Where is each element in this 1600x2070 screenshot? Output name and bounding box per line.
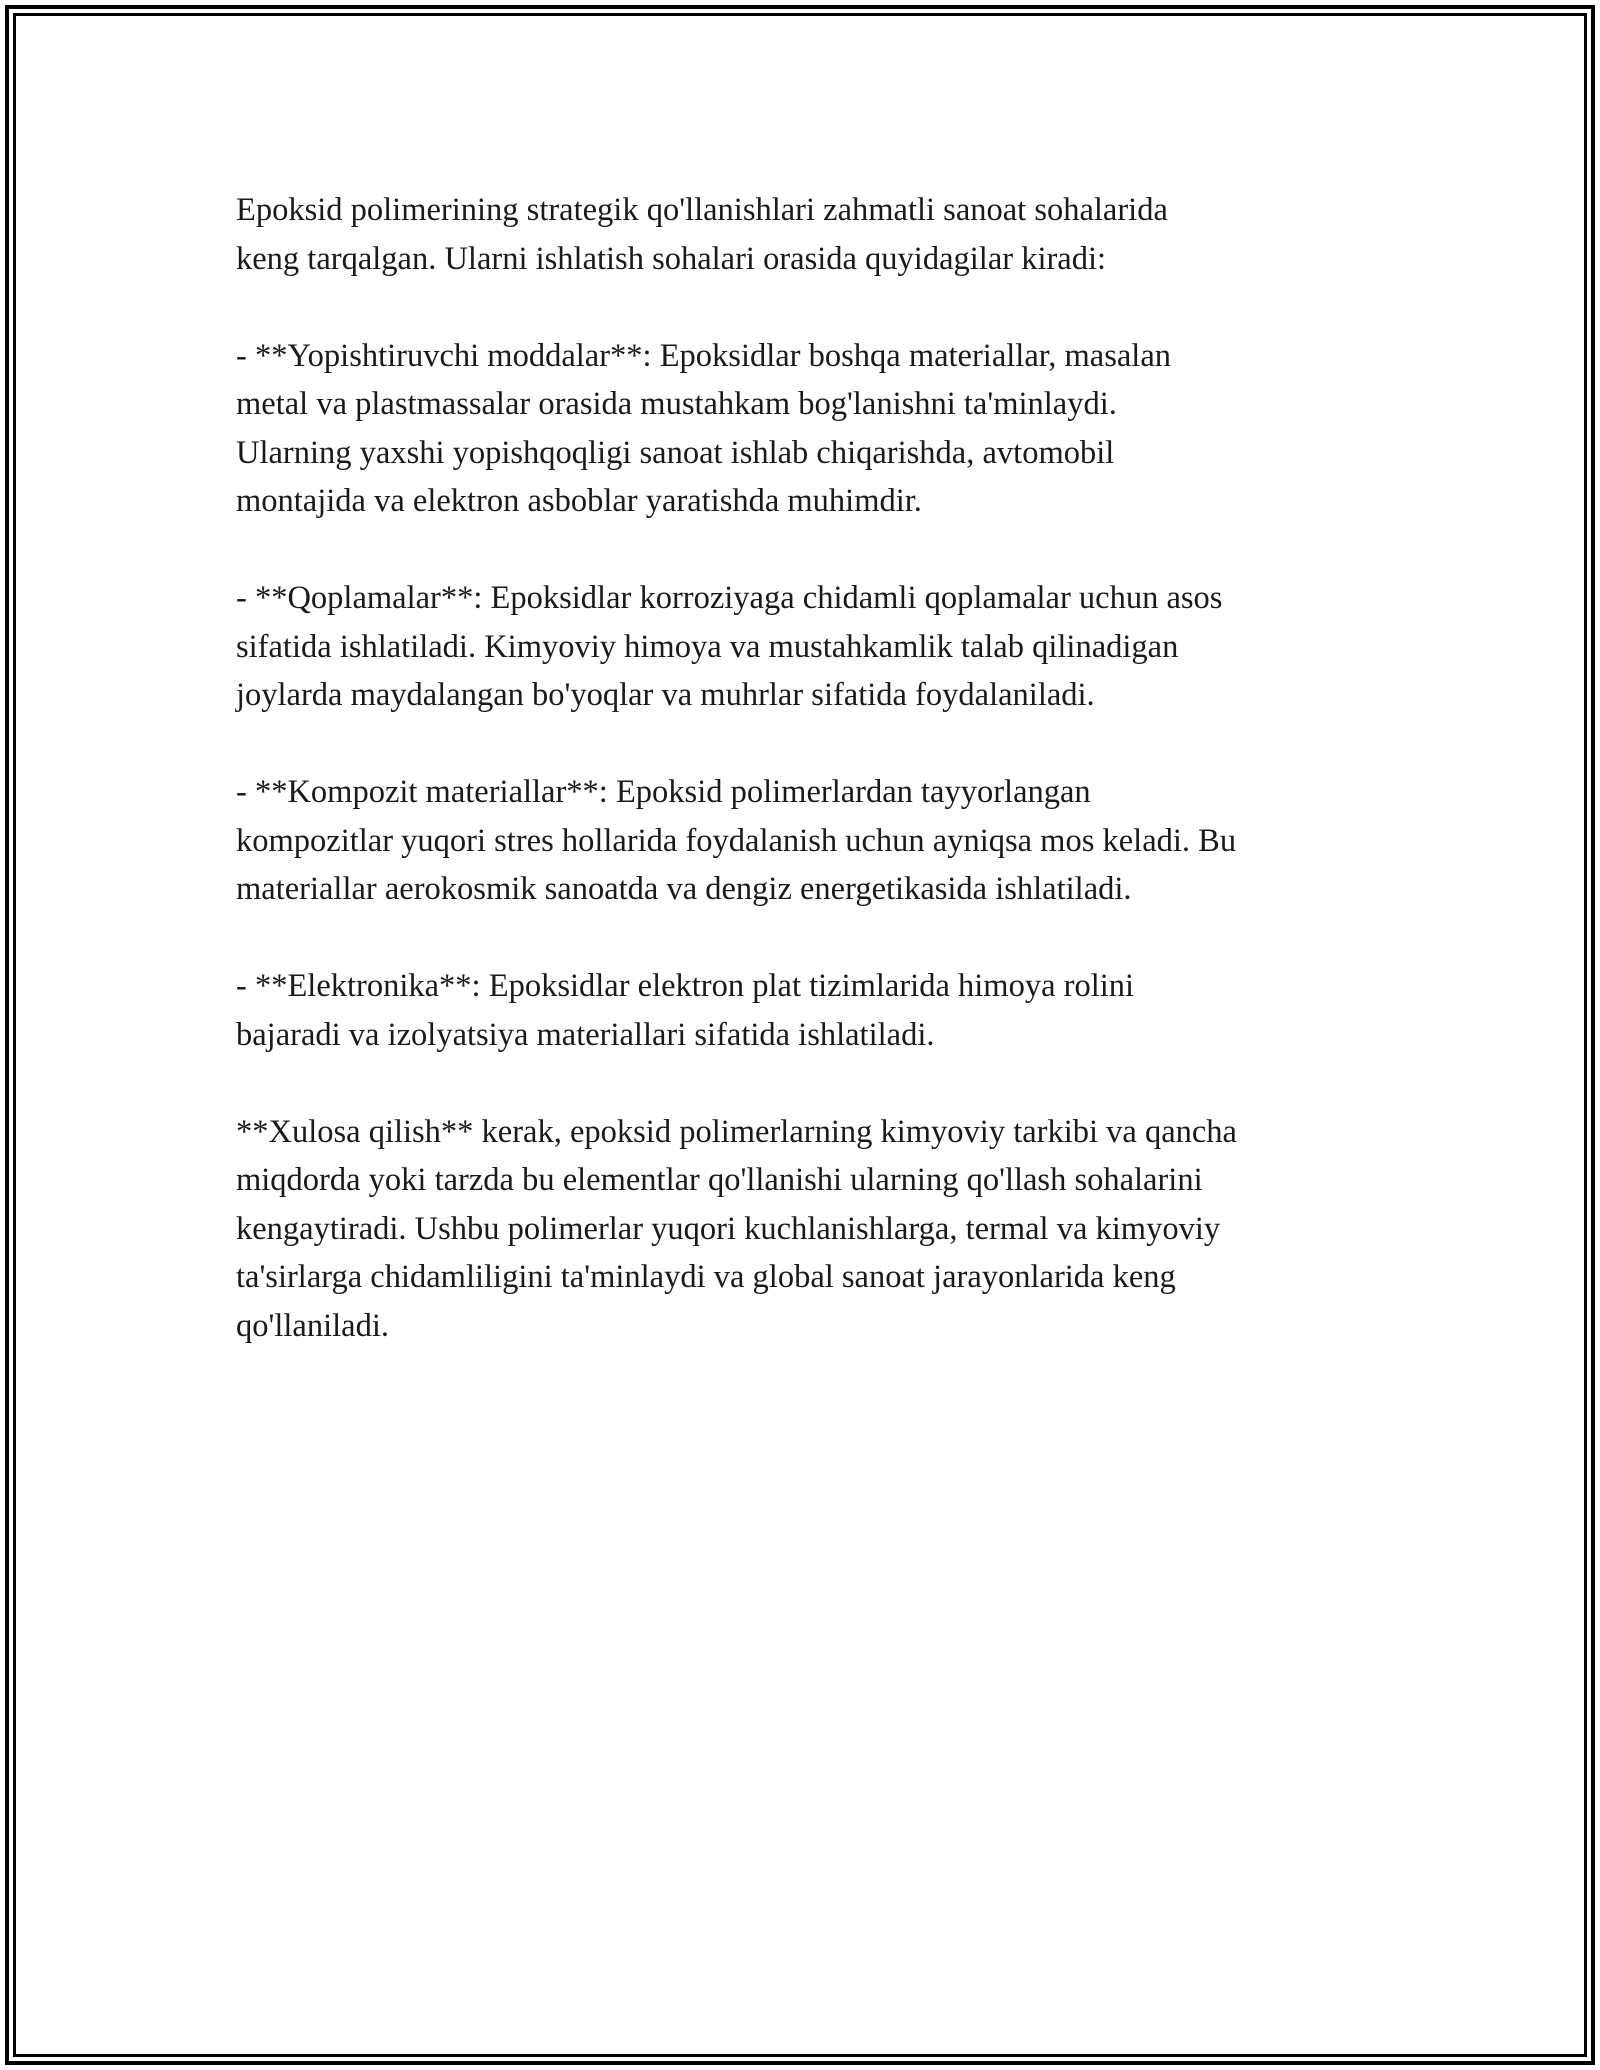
conclusion-paragraph: **Xulosa qilish** kerak, epoksid polimerlarning kimyoviy tarkibi va qancha miqdorda yoki tarzda bu elementlar qo'llanishi ularning qo'llash sohalarini kengaytiradi. Ushbu polimerlar yuqori kuchlanishlarga, termal va kimyoviy ta'sirlarga chidamliligini ta'minlaydi va global sanoat jarayonlarida keng qo'llaniladi. (236, 1113, 1237, 1344)
composites-paragraph: - **Kompozit materiallar**: Epoksid polimerlardan tayyorlangan kompozitlar yuqori stres hollarida foydalanish uchun ayniqsa mos keladi. Bu materiallar aerokosmik sanoatda va dengiz energetikasida ishlatiladi. (236, 774, 1237, 907)
electronics-paragraph: - **Elektronika**: Epoksidlar elektron plat tizimlarida himoya rolini bajaradi va izolyatsiya materiallari sifatida ishlatiladi. (236, 968, 1135, 1053)
coatings-paragraph: - **Qoplamalar**: Epoksidlar korroziyaga chidamli qoplamalar uchun asos sifatida ishlatiladi. Kimyoviy himoya va mustahkamlik talab qilinadigan joylarda maydalangan bo'yoqlar va muhrlar sifatida foydalaniladi. (236, 580, 1223, 713)
intro-paragraph: Epoksid polimerining strategik qo'llanishlari zahmatli sanoat sohalarida keng tarqalgan. Ularni ishlatish sohalari orasida quyidagilar kiradi: (236, 192, 1168, 277)
document-body (236, 186, 1376, 1399)
adhesives-paragraph: - **Yopishtiruvchi moddalar**: Epoksidlar boshqa materiallar, masalan metal va plastmassalar orasida mustahkam bog'lanishni ta'minlaydi. Ularning yaxshi yopishqoqligi sanoat ishlab chiqarishda, avtomobil montajida va elektron asboblar yaratishda muhimdir. (236, 337, 1171, 519)
